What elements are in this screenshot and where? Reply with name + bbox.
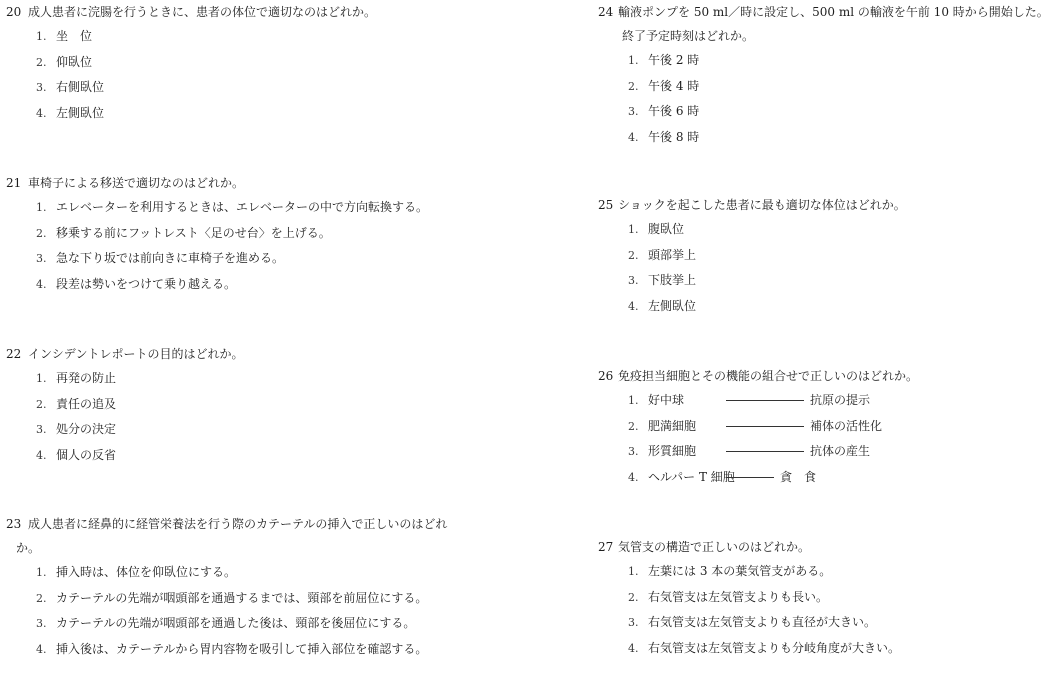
question-text: 成人患者に経鼻的に経管栄養法を行う際のカテーテルの挿入で正しいのはどれ bbox=[28, 517, 448, 531]
option-number: 4. bbox=[36, 106, 47, 120]
option-number: 1. bbox=[36, 201, 47, 214]
option-text: 右気管支は左気管支よりも分岐角度が大きい。 bbox=[648, 640, 901, 655]
option-1[interactable] bbox=[36, 366, 540, 392]
question-text: 気管支の構造で正しいのはどれか。 bbox=[618, 540, 811, 554]
option-3[interactable] bbox=[36, 246, 540, 272]
option-number: 1. bbox=[628, 223, 639, 236]
connector-line bbox=[726, 477, 774, 478]
option-2[interactable] bbox=[628, 74, 1050, 100]
option-1[interactable] bbox=[628, 559, 1050, 585]
option-3[interactable] bbox=[628, 268, 1050, 294]
option-2[interactable] bbox=[628, 414, 1050, 440]
option-number: 3. bbox=[36, 617, 47, 630]
question-number: 22 bbox=[6, 347, 22, 361]
option-3[interactable] bbox=[36, 75, 540, 101]
option-text: エレベーターを利用するときは、エレベーターの中で方向転換する。 bbox=[56, 200, 429, 214]
option-text: 右気管支は左気管支よりも直径が大きい。 bbox=[648, 615, 877, 629]
question-text-continuation: か。 bbox=[16, 541, 41, 555]
option-number: 2. bbox=[36, 591, 47, 605]
option-number: 3. bbox=[36, 423, 47, 436]
option-text: 責任の追及 bbox=[56, 396, 117, 411]
option-3[interactable] bbox=[628, 610, 1050, 636]
option-3[interactable] bbox=[36, 611, 540, 637]
option-text: 段差は勢いをつけて乗り越える。 bbox=[56, 276, 237, 291]
question-25 bbox=[590, 193, 1050, 319]
option-text: 午後 8 時 bbox=[648, 129, 700, 144]
option-text: 挿入後は、カテーテルから胃内容物を吸引して挿入部位を確認する。 bbox=[56, 641, 428, 656]
option-text: 左葉には 3 本の葉気管支がある。 bbox=[648, 564, 832, 578]
option-text: 挿入時は、体位を仰臥位にする。 bbox=[56, 565, 237, 579]
connector-line bbox=[726, 400, 804, 401]
option-number: 4. bbox=[628, 130, 639, 144]
question-text: 成人患者に浣腸を行うときに、患者の体位で適切なのはどれか。 bbox=[28, 5, 377, 19]
option-number: 3. bbox=[628, 274, 639, 287]
cell-name: 肥満細胞 bbox=[648, 418, 697, 433]
option-number: 3. bbox=[36, 81, 47, 94]
question-number: 24 bbox=[598, 5, 614, 19]
question-number: 23 bbox=[6, 517, 22, 531]
option-1[interactable] bbox=[628, 48, 1050, 74]
option-4[interactable] bbox=[628, 636, 1050, 662]
question-number: 20 bbox=[6, 5, 22, 19]
question-number: 21 bbox=[6, 176, 22, 190]
option-1[interactable] bbox=[36, 560, 540, 586]
option-number: 3. bbox=[36, 252, 47, 265]
option-number: 1. bbox=[36, 372, 47, 385]
option-text: 仰臥位 bbox=[56, 54, 93, 69]
option-list bbox=[0, 24, 540, 126]
option-2[interactable] bbox=[36, 392, 540, 418]
option-number: 1. bbox=[628, 394, 639, 407]
option-text: カテーテルの先端が咽頭部を通過した後は、頸部を後屈位にする。 bbox=[56, 616, 416, 630]
cell-function: 抗体の産生 bbox=[810, 444, 871, 458]
option-number: 3. bbox=[628, 616, 639, 629]
option-list bbox=[590, 48, 1050, 150]
option-1[interactable] bbox=[36, 195, 540, 221]
option-list bbox=[0, 195, 540, 297]
option-list bbox=[590, 217, 1050, 319]
question-22 bbox=[0, 342, 540, 468]
option-text: 個人の反省 bbox=[56, 447, 117, 462]
question-27 bbox=[590, 535, 1050, 661]
option-number: 1. bbox=[628, 565, 639, 578]
option-list bbox=[590, 388, 1050, 490]
option-4[interactable] bbox=[36, 101, 540, 127]
option-text: 再発の防止 bbox=[56, 371, 117, 385]
connector-line bbox=[726, 426, 804, 427]
option-number: 4. bbox=[36, 448, 47, 462]
option-number: 2. bbox=[628, 590, 639, 604]
option-4[interactable] bbox=[628, 125, 1050, 151]
option-list bbox=[0, 560, 540, 662]
option-list bbox=[0, 366, 540, 468]
option-text: 午後 2 時 bbox=[648, 53, 700, 67]
cell-function: 貪 食 bbox=[780, 469, 817, 484]
option-number: 2. bbox=[628, 79, 639, 93]
option-1[interactable] bbox=[628, 388, 1050, 414]
option-2[interactable] bbox=[36, 221, 540, 247]
question-number: 26 bbox=[598, 369, 614, 383]
option-1[interactable] bbox=[36, 24, 540, 50]
option-text: 急な下り坂では前向きに車椅子を進める。 bbox=[56, 251, 285, 265]
option-number: 4. bbox=[628, 470, 639, 484]
option-number: 4. bbox=[628, 641, 639, 655]
option-number: 4. bbox=[36, 277, 47, 291]
option-number: 1. bbox=[628, 54, 639, 67]
question-number: 25 bbox=[598, 198, 614, 212]
option-number: 1. bbox=[36, 30, 47, 43]
option-text: 右側臥位 bbox=[56, 80, 105, 94]
option-number: 2. bbox=[36, 397, 47, 411]
option-list bbox=[590, 559, 1050, 661]
connector-line bbox=[726, 451, 804, 452]
question-text: ショックを起こした患者に最も適切な体位はどれか。 bbox=[618, 198, 906, 212]
option-4[interactable] bbox=[36, 272, 540, 298]
option-4[interactable] bbox=[628, 294, 1050, 320]
question-23 bbox=[0, 512, 540, 662]
option-text: 右気管支は左気管支よりも長い。 bbox=[648, 589, 829, 604]
option-text: 腹臥位 bbox=[648, 222, 685, 236]
option-text: カテーテルの先端が咽頭部を通過するまでは、頸部を前屈位にする。 bbox=[56, 590, 428, 605]
option-text: 午後 6 時 bbox=[648, 104, 700, 118]
cell-name: 形質細胞 bbox=[648, 444, 697, 458]
option-3[interactable] bbox=[628, 439, 1050, 465]
question-26 bbox=[590, 364, 1050, 490]
question-21 bbox=[0, 171, 540, 297]
question-text-continuation: 終了予定時刻はどれか。 bbox=[622, 29, 755, 43]
question-text: 免疫担当細胞とその機能の組合せで正しいのはどれか。 bbox=[618, 369, 919, 383]
option-number: 2. bbox=[36, 55, 47, 69]
option-2[interactable] bbox=[36, 586, 540, 612]
option-4[interactable] bbox=[36, 637, 540, 663]
option-number: 2. bbox=[36, 226, 47, 240]
option-text: 左側臥位 bbox=[56, 105, 105, 120]
option-4[interactable] bbox=[36, 443, 540, 469]
question-number: 27 bbox=[598, 540, 614, 554]
option-3[interactable] bbox=[36, 417, 540, 443]
option-3[interactable] bbox=[628, 99, 1050, 125]
option-4[interactable] bbox=[628, 465, 1050, 491]
question-text: 輸液ポンプを 50 ml／時に設定し、500 ml の輸液を午前 10 時から開始した。 bbox=[618, 5, 1049, 19]
option-number: 4. bbox=[628, 299, 639, 313]
option-text: 下肢挙上 bbox=[648, 273, 697, 287]
option-2[interactable] bbox=[36, 50, 540, 76]
option-text: 処分の決定 bbox=[56, 422, 117, 436]
cell-function: 抗原の提示 bbox=[810, 393, 871, 407]
option-text: 移乗する前にフットレスト〈足のせ台〉を上げる。 bbox=[56, 225, 331, 240]
option-number: 2. bbox=[628, 419, 639, 433]
cell-function: 補体の活性化 bbox=[810, 418, 883, 433]
option-2[interactable] bbox=[628, 243, 1050, 269]
option-number: 3. bbox=[628, 445, 639, 458]
question-24 bbox=[590, 0, 1050, 150]
option-2[interactable] bbox=[628, 585, 1050, 611]
question-text: インシデントレポートの目的はどれか。 bbox=[28, 347, 244, 361]
option-text: 坐 位 bbox=[56, 29, 93, 43]
option-text: 頭部挙上 bbox=[648, 247, 697, 262]
question-text: 車椅子による移送で適切なのはどれか。 bbox=[28, 176, 245, 190]
option-1[interactable] bbox=[628, 217, 1050, 243]
option-number: 4. bbox=[36, 642, 47, 656]
question-20 bbox=[0, 0, 540, 126]
cell-name: 好中球 bbox=[648, 393, 685, 407]
option-number: 2. bbox=[628, 248, 639, 262]
cell-name: ヘルパー T 細胞 bbox=[648, 469, 735, 484]
option-text: 左側臥位 bbox=[648, 298, 697, 313]
option-text: 午後 4 時 bbox=[648, 78, 700, 93]
option-number: 3. bbox=[628, 105, 639, 118]
option-number: 1. bbox=[36, 566, 47, 579]
